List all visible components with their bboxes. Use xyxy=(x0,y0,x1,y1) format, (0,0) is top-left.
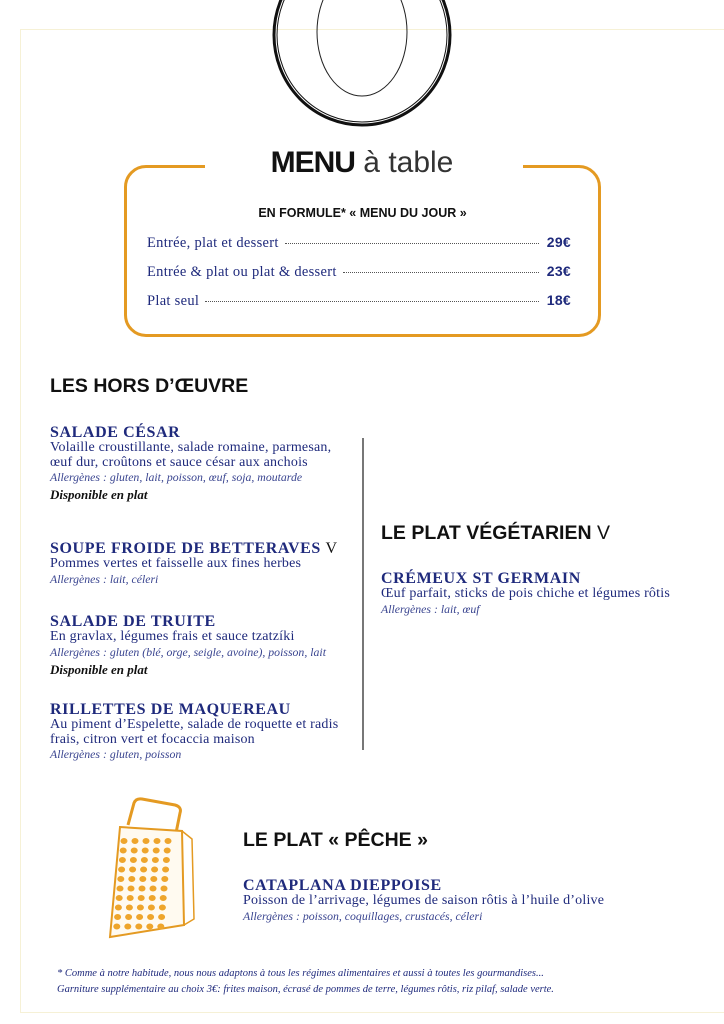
grater-hole xyxy=(126,905,133,911)
grater-hole xyxy=(116,895,123,901)
item-note: Disponible en plat xyxy=(50,661,148,677)
grater-hole xyxy=(143,838,150,844)
row-price: 23€ xyxy=(546,263,571,279)
grater-hole xyxy=(158,914,165,920)
grater-hole xyxy=(140,867,147,873)
item-desc: Pommes vertes et faisselle aux fines herbes xyxy=(50,556,302,571)
section-heading-peche: LE PLAT « PÊCHE » xyxy=(243,829,428,851)
menu-item xyxy=(50,540,338,587)
grater-hole xyxy=(152,857,159,863)
item-desc: Volaille croustillante, salade romaine, parmesan, œuf dur, croûtons et sauce césar aux anchois xyxy=(50,440,332,470)
grater-hole xyxy=(162,867,169,873)
plate-illustration xyxy=(270,0,460,130)
grater-hole xyxy=(117,886,124,892)
column-divider xyxy=(362,438,364,750)
grater-hole xyxy=(159,905,166,911)
menu-item xyxy=(243,877,703,924)
footer-notes xyxy=(57,966,554,998)
grater-hole xyxy=(142,848,149,854)
grater-hole xyxy=(113,924,120,930)
grater-hole xyxy=(148,905,155,911)
section-heading-hors-doeuvre: LES HORS D’ŒUVRE xyxy=(50,375,249,397)
footer-line: * Comme à notre habitude, nous nous adaptons à tous les régimes alimentaires et aussi à toutes les gourmandises... xyxy=(57,968,544,979)
grater-hole xyxy=(136,914,143,920)
grater-hole xyxy=(157,924,164,930)
row-label: Entrée & plat ou plat & dessert xyxy=(147,264,337,280)
menu-item xyxy=(50,701,340,762)
grater-hole xyxy=(146,924,153,930)
footer-line: Garniture supplémentaire au choix 3€: frites maison, écrasé de pommes de terre, légumes rôtis, riz pilaf, salade verte. xyxy=(57,984,554,995)
grater-hole xyxy=(131,848,138,854)
grater-hole xyxy=(114,914,121,920)
item-desc: En gravlax, légumes frais et sauce tzatzíki xyxy=(50,629,295,644)
item-desc: Poisson de l’arrivage, légumes de saison rôtis à l’huile d’olive xyxy=(243,893,605,908)
section-heading-vegetarien: LE PLAT VÉGÉTARIEN V xyxy=(381,522,610,544)
row-label: Entrée, plat et dessert xyxy=(147,235,279,251)
menu-title: MENU à table xyxy=(270,146,454,179)
grater-hole xyxy=(125,914,132,920)
item-name: CRÉMEUX ST GERMAIN xyxy=(381,570,581,587)
grater-hole xyxy=(153,848,160,854)
formule-row xyxy=(147,263,571,281)
item-allergens: Allergènes : lait, œuf xyxy=(381,601,480,616)
grater-hole xyxy=(121,838,128,844)
item-allergens: Allergènes : poisson, coquillages, crustacés, céleri xyxy=(243,908,483,923)
item-name: SOUPE FROIDE DE BETTERAVES xyxy=(50,540,321,557)
grater-hole xyxy=(132,838,139,844)
grater-hole xyxy=(124,924,131,930)
grater-hole xyxy=(127,895,134,901)
item-desc: Œuf parfait, sticks de pois chiche et légumes rôtis xyxy=(381,586,670,601)
grater-hole xyxy=(128,876,135,882)
menu-item xyxy=(50,424,340,505)
grater-hole xyxy=(129,867,136,873)
grater-hole xyxy=(130,857,137,863)
leader-dots xyxy=(205,301,538,302)
item-desc: Au piment d’Espelette, salade de roquette et radis frais, citron vert et focaccia maison xyxy=(50,717,339,747)
formule-row xyxy=(147,234,571,252)
formule-row xyxy=(147,292,571,310)
grater-hole xyxy=(117,876,124,882)
menu-item xyxy=(50,613,326,680)
grater-hole xyxy=(128,886,135,892)
row-label: Plat seul xyxy=(147,293,200,309)
menu-item xyxy=(381,570,721,617)
grater-hole xyxy=(164,848,171,854)
grater-hole xyxy=(150,876,157,882)
row-price: 29€ xyxy=(546,234,571,250)
grater-hole xyxy=(135,924,142,930)
item-allergens: Allergènes : gluten, poisson xyxy=(50,747,182,761)
grater-hole xyxy=(139,876,146,882)
vegetarian-leaf-icon: V xyxy=(596,522,610,544)
item-name: CATAPLANA DIEPPOISE xyxy=(243,877,442,894)
grater-hole xyxy=(118,867,125,873)
grater-hole xyxy=(160,895,167,901)
item-name: SALADE DE TRUITE xyxy=(50,613,216,630)
grater-hole xyxy=(150,886,157,892)
item-allergens: Allergènes : gluten, lait, poisson, œuf, soja, moutarde xyxy=(50,470,303,484)
grater-hole xyxy=(163,857,170,863)
grater-hole xyxy=(137,905,144,911)
item-name: RILLETTES DE MAQUEREAU xyxy=(50,701,291,718)
grater-illustration xyxy=(100,795,200,945)
grater-hole xyxy=(161,886,168,892)
formule-heading: EN FORMULE* « MENU DU JOUR » xyxy=(258,206,467,220)
grater-hole xyxy=(147,914,154,920)
grater-hole xyxy=(154,838,161,844)
grater-hole xyxy=(139,886,146,892)
grater-hole xyxy=(161,876,168,882)
grater-hole xyxy=(151,867,158,873)
grater-hole xyxy=(115,905,122,911)
leader-dots xyxy=(343,272,539,273)
row-price: 18€ xyxy=(546,292,571,308)
item-allergens: Allergènes : lait, céleri xyxy=(50,571,159,586)
grater-hole xyxy=(141,857,148,863)
grater-hole xyxy=(165,838,172,844)
vegetarian-leaf-icon: V xyxy=(325,540,338,557)
grater-hole xyxy=(138,895,145,901)
grater-hole xyxy=(119,857,126,863)
leader-dots xyxy=(285,243,539,244)
grater-hole xyxy=(120,848,127,854)
item-name: SALADE CÉSAR xyxy=(50,424,181,441)
grater-hole xyxy=(149,895,156,901)
item-allergens: Allergènes : gluten (blé, orge, seigle, avoine), poisson, lait xyxy=(50,644,326,659)
item-note: Disponible en plat xyxy=(50,487,148,502)
